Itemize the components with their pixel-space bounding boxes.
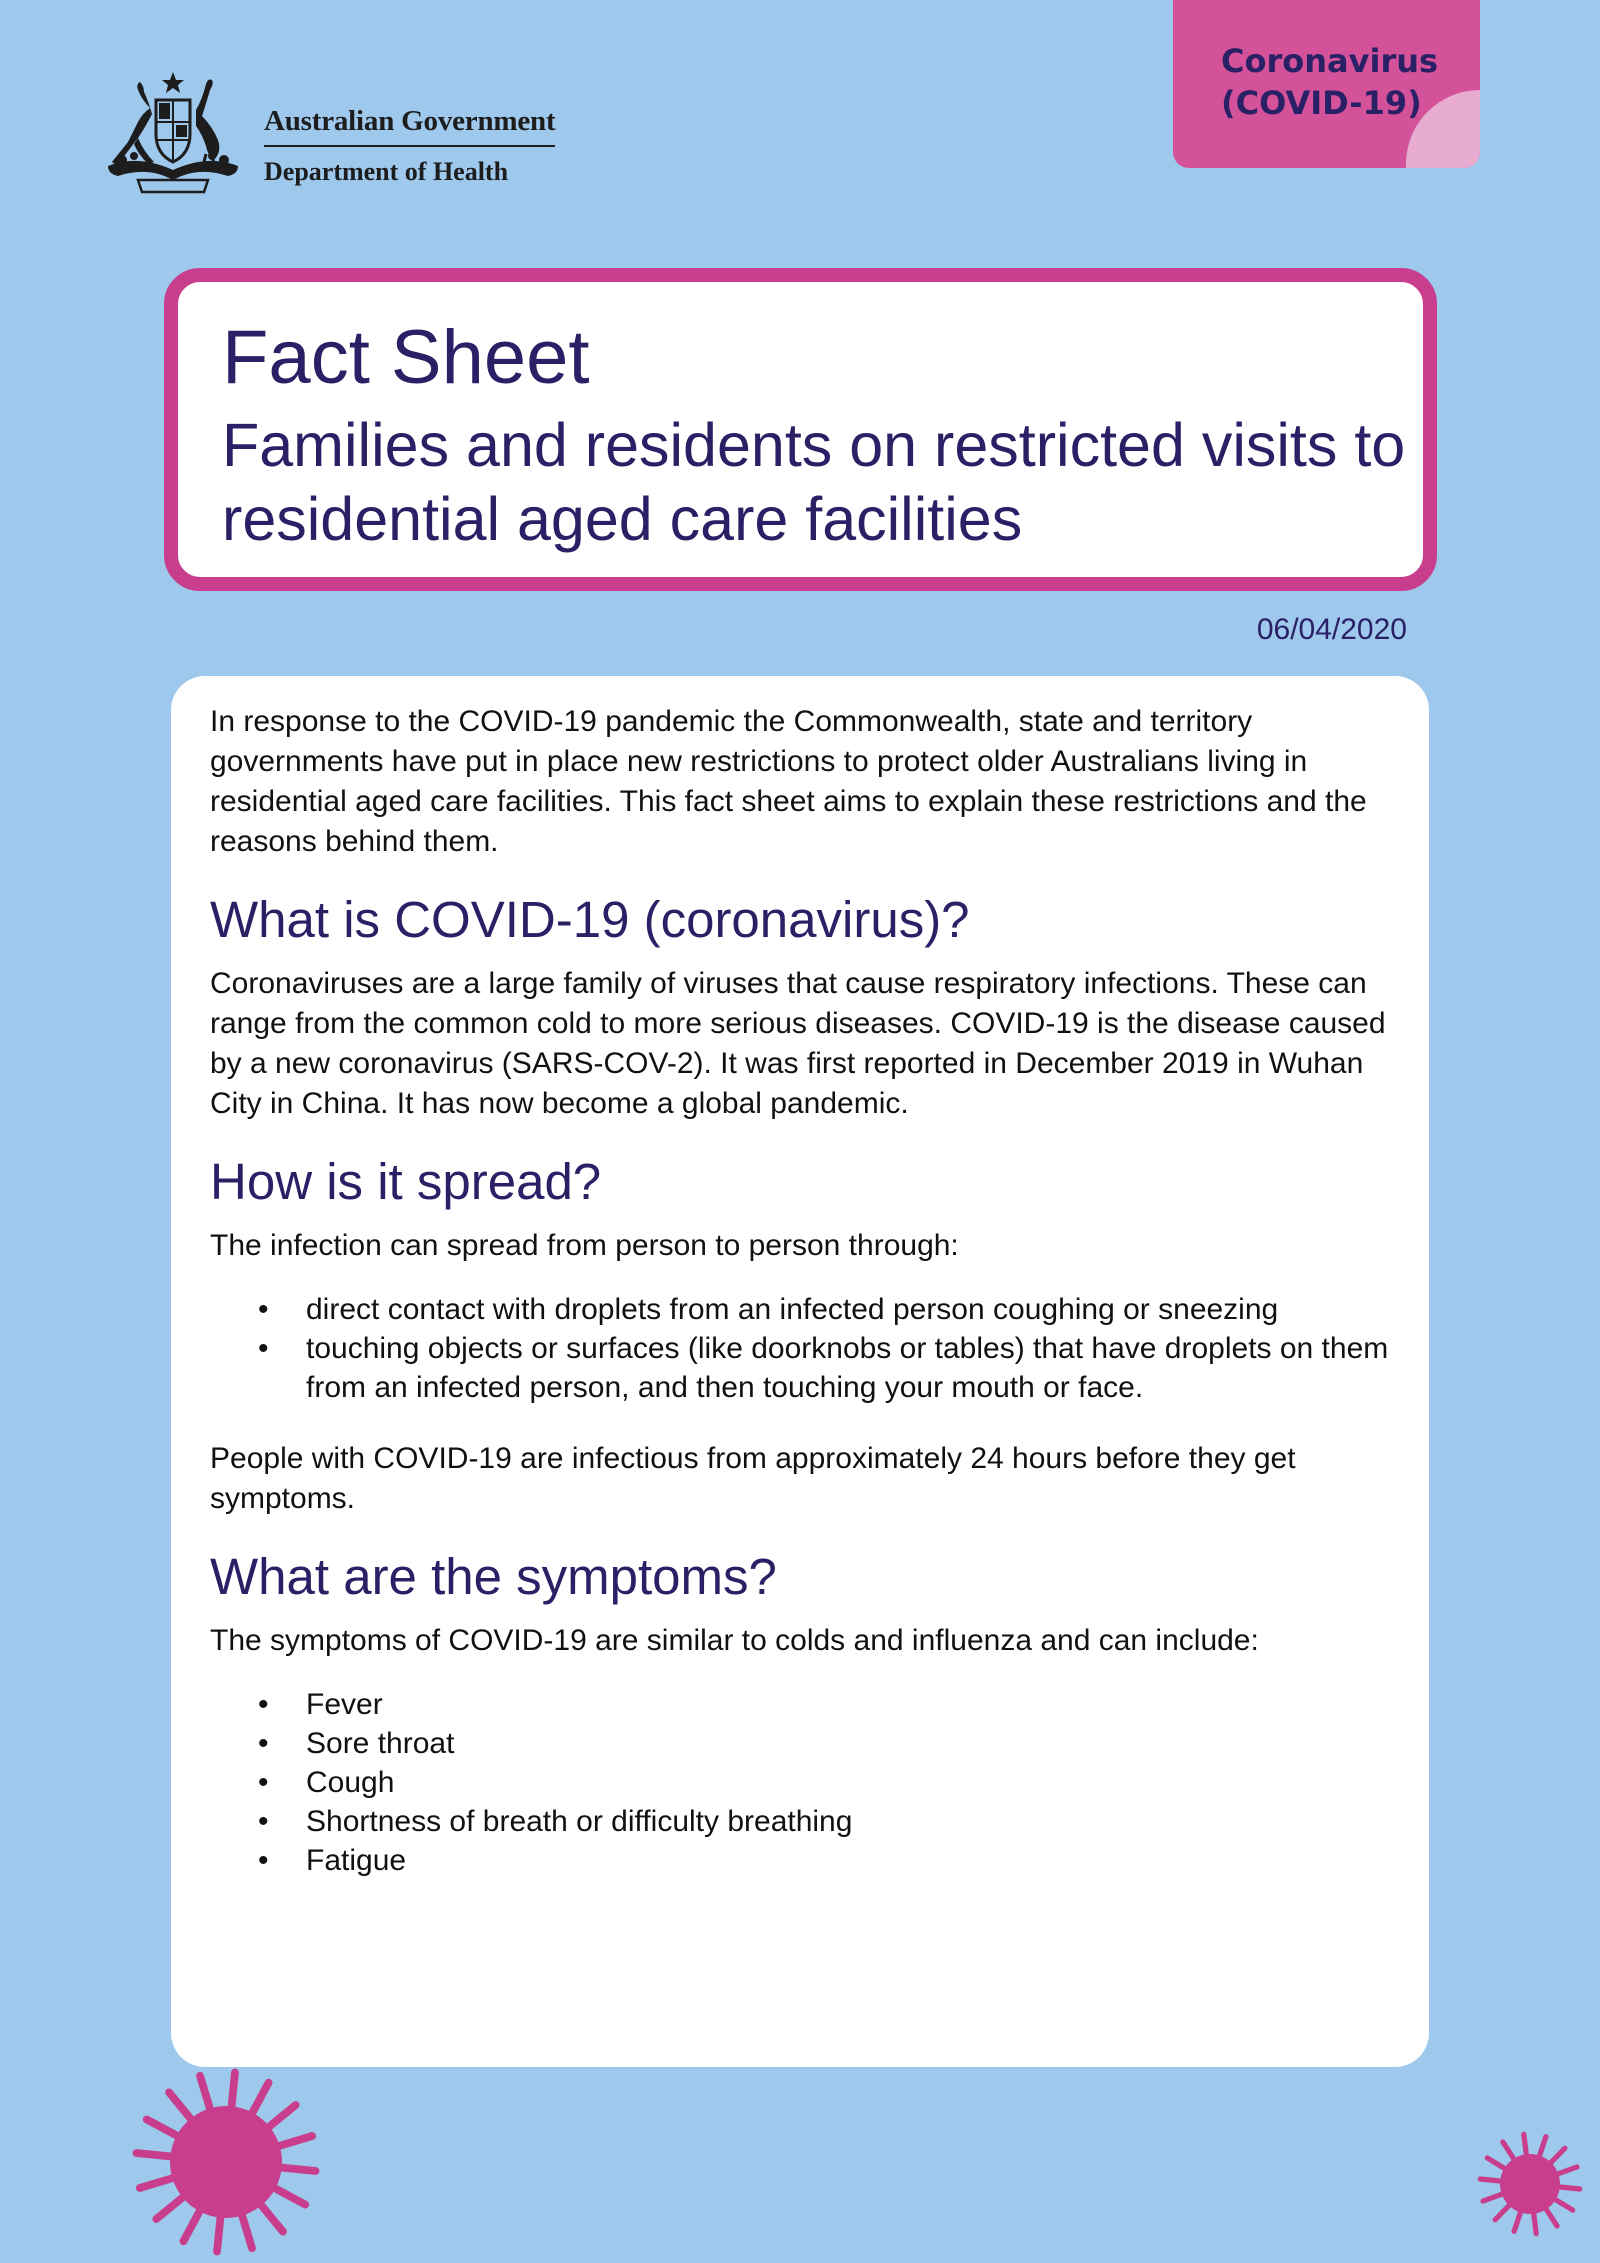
page-subtitle: Families and residents on restricted visits to residential aged care facilities [222,411,1406,553]
coat-of-arms-icon [98,70,248,195]
section-after-spread: People with COVID-19 are infectious from approximately 24 hours before they get symptoms. [210,1442,1296,1515]
list-item-text: Fever [306,1688,383,1721]
virus-body [170,2106,282,2218]
bullet-icon: • [258,1727,269,1760]
list-item-text: touching objects or surfaces (like doorknobs or tables) that have droplets on them from an infected person, and then touching your mouth or face. [306,1332,1389,1404]
list-item-text: Fatigue [306,1844,407,1877]
department-name: Department of Health [264,157,509,186]
list-item [210,1685,1391,1724]
list-item-text: direct contact with droplets from an infected person coughing or sneezing [306,1293,1279,1326]
coronavirus-tab-line1: Coronavirus [1221,42,1439,80]
government-logo [98,70,568,195]
coronavirus-tab-line2: (COVID-19) [1221,84,1422,122]
bullet-icon: • [258,1805,269,1838]
bullet-icon: • [258,1688,269,1721]
page-title: Fact Sheet [222,315,590,400]
spread-list [210,1290,1391,1407]
section-heading-what-is: What is COVID-19 (coronavirus)? [210,891,970,948]
list-item [210,1724,1391,1763]
bullet-icon: • [258,1844,269,1877]
section-heading-symptoms: What are the symptoms? [210,1548,777,1605]
list-item-text: Sore throat [306,1727,455,1760]
section-body-what-is: Coronaviruses are a large family of viruses that cause respiratory infections. These can range from the common cold to more serious diseases. COVID-19 is the disease caused by a new coronavirus (SARS-COV-2). It was first reported in December 2019 in Wuhan City in China. It has now become a global pandemic. [210,967,1386,1120]
government-name: Australian Government [264,104,555,147]
virus-body [1500,2154,1560,2214]
list-item [210,1802,1391,1841]
list-item [210,1290,1391,1329]
content-card [171,676,1429,2067]
bullet-icon: • [258,1293,269,1326]
list-item [210,1763,1391,1802]
list-item [210,1329,1391,1407]
intro-paragraph: In response to the COVID-19 pandemic the Commonwealth, state and territory governments have put in place new restrictions to protect older Australians living in residential aged care facilities. This fact sheet aims to explain these restrictions and the reasons behind them. [210,705,1367,858]
title-box [164,268,1437,591]
coronavirus-tab [1173,0,1480,168]
coronavirus-tab-text [1221,40,1438,124]
section-heading-spread: How is it spread? [210,1153,602,1210]
bullet-icon: • [258,1766,269,1799]
virus-icon [126,2062,326,2263]
symptoms-list [210,1685,1391,1880]
government-wordmark [264,104,555,189]
document-date: 06/04/2020 [1256,613,1407,646]
section-lead-spread: The infection can spread from person to person through: [210,1229,959,1262]
virus-icon [1472,2126,1588,2242]
list-item [210,1841,1391,1880]
list-item-text: Shortness of breath or difficulty breathing [306,1805,853,1838]
list-item-text: Cough [306,1766,395,1799]
section-lead-symptoms: The symptoms of COVID-19 are similar to colds and influenza and can include: [210,1624,1259,1657]
bullet-icon: • [258,1332,269,1365]
